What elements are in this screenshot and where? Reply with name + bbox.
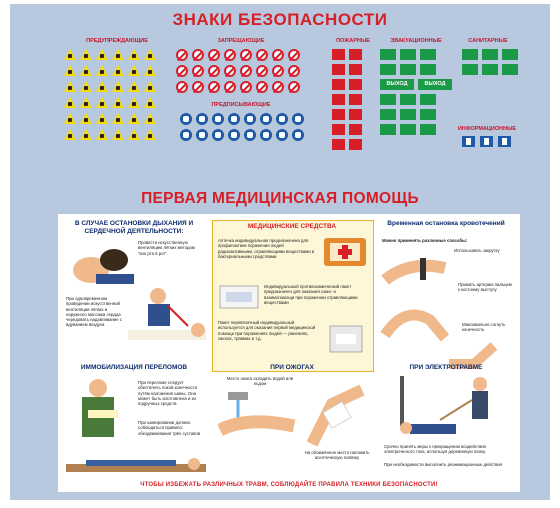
prohibition-icon bbox=[256, 81, 268, 93]
warning-triangle-icon bbox=[112, 97, 124, 108]
warning-triangle-icon bbox=[112, 113, 124, 124]
warning-signs-grid bbox=[64, 49, 158, 143]
warning-triangle-icon bbox=[96, 81, 108, 92]
first-aid-cross-icon bbox=[462, 49, 478, 60]
evacuation-sign-icon bbox=[380, 64, 396, 75]
prohibition-icon bbox=[208, 81, 220, 93]
first-aid-cross-icon bbox=[502, 49, 518, 60]
fractures-text-1: При переломе следует обеспечить покой конечности путём наложения шины. Она может быть изготовлена и из подручных средств. bbox=[138, 380, 198, 407]
evacuation-sign-icon bbox=[420, 94, 436, 105]
burns-title: ПРИ ОЖОГАХ bbox=[270, 364, 314, 371]
mandatory-icon bbox=[292, 113, 304, 125]
dressing-pack-illustration bbox=[326, 322, 366, 356]
mandatory-icon bbox=[292, 129, 304, 141]
medkit-item-3: Пакет перевязочный индивидуальный используется для оказания первой медицинской помощи при поражениях людей — ранениях, ожогах, травмах и т.д. bbox=[218, 320, 316, 341]
first-aid-cross-icon bbox=[502, 64, 518, 75]
exit-sign-right: ВЫХОД bbox=[418, 79, 452, 90]
prohibition-icon bbox=[240, 49, 252, 61]
prohibition-icon bbox=[192, 81, 204, 93]
prohibition-icon bbox=[224, 65, 236, 77]
prohibition-icon bbox=[208, 49, 220, 61]
prohibition-icon bbox=[176, 49, 188, 61]
evacuation-signs-grid-2 bbox=[380, 94, 438, 137]
warning-triangle-icon bbox=[64, 65, 76, 76]
prohibition-icon bbox=[240, 65, 252, 77]
first-aid-cross-icon bbox=[482, 64, 498, 75]
fractures-title: ИММОБИЛИЗАЦИЯ ПЕРЕЛОМОВ bbox=[80, 364, 188, 371]
prohibition-icon bbox=[272, 65, 284, 77]
electric-text-1: Срочно принять меры к прекращению воздействия электрического тока, используя деревянную палку. bbox=[384, 444, 486, 455]
warning-triangle-icon bbox=[144, 49, 156, 60]
mandatory-icon bbox=[180, 129, 192, 141]
electric-rescue-illustration bbox=[380, 376, 510, 440]
fire-sign-icon bbox=[349, 49, 362, 60]
warning-signs-label: ПРЕДУПРЕЖДАЮЩИЕ bbox=[86, 38, 148, 44]
prohibiting-signs-grid bbox=[176, 49, 302, 95]
warning-triangle-icon bbox=[144, 129, 156, 140]
warning-triangle-icon bbox=[96, 129, 108, 140]
evacuation-signs-grid bbox=[380, 49, 438, 77]
poster-title: ЗНАКИ БЕЗОПАСНОСТИ bbox=[172, 10, 388, 29]
arm-splint-illustration bbox=[68, 378, 130, 450]
sanitary-signs-grid bbox=[462, 49, 520, 77]
prohibition-icon bbox=[256, 49, 268, 61]
evacuation-sign-icon bbox=[380, 94, 396, 105]
info-sign-icon bbox=[462, 136, 475, 147]
fire-sign-icon bbox=[332, 64, 345, 75]
artery-pressure-illustration bbox=[380, 300, 450, 344]
warning-triangle-icon bbox=[80, 65, 92, 76]
evacuation-sign-icon bbox=[400, 94, 416, 105]
mandatory-signs-label: ПРЕДПИСЫВАЮЩИЕ bbox=[211, 102, 271, 108]
prohibition-icon bbox=[208, 65, 220, 77]
warning-triangle-icon bbox=[112, 49, 124, 60]
mandatory-icon bbox=[276, 113, 288, 125]
evacuation-sign-icon bbox=[420, 124, 436, 135]
mandatory-icon bbox=[244, 129, 256, 141]
warning-triangle-icon bbox=[64, 81, 76, 92]
warning-triangle-icon bbox=[96, 113, 108, 124]
prohibition-icon bbox=[288, 49, 300, 61]
mandatory-icon bbox=[260, 129, 272, 141]
fire-sign-icon bbox=[349, 94, 362, 105]
fire-signs-label: ПОЖАРНЫЕ bbox=[336, 38, 370, 44]
breathing-title: В СЛУЧАЕ ОСТАНОВКИ ДЫХАНИЯ И СЕРДЕЧНОЙ ДЕЯТЕЛЬНОСТИ: bbox=[74, 220, 194, 235]
evacuation-sign-icon bbox=[380, 109, 396, 120]
evacuation-sign-icon bbox=[420, 109, 436, 120]
fire-sign-icon bbox=[332, 109, 345, 120]
evacuation-sign-icon bbox=[400, 49, 416, 60]
warning-triangle-icon bbox=[112, 65, 124, 76]
fire-sign-icon bbox=[332, 94, 345, 105]
info-sign-icon bbox=[480, 136, 493, 147]
bleeding-text-4: Максимально согнуть конечность bbox=[462, 322, 506, 333]
warning-triangle-icon bbox=[128, 49, 140, 60]
warning-triangle-icon bbox=[64, 129, 76, 140]
warning-triangle-icon bbox=[96, 49, 108, 60]
first-aid-panel bbox=[58, 214, 520, 492]
fire-sign-icon bbox=[349, 124, 362, 135]
warning-triangle-icon bbox=[80, 81, 92, 92]
warning-triangle-icon bbox=[128, 97, 140, 108]
warning-triangle-icon bbox=[80, 49, 92, 60]
warning-triangle-icon bbox=[144, 113, 156, 124]
first-aid-cross-icon bbox=[462, 64, 478, 75]
mandatory-icon bbox=[228, 129, 240, 141]
bleeding-text-3: Прижать артерию пальцем к костному выступу bbox=[458, 282, 512, 293]
fire-signs-grid bbox=[332, 49, 364, 152]
first-aid-title: ПЕРВАЯ МЕДИЦИНСКАЯ ПОМОЩЬ bbox=[141, 190, 419, 207]
warning-triangle-icon bbox=[80, 113, 92, 124]
burns-text-2: На обожжённое место наложить асептическую повязку bbox=[304, 450, 370, 461]
safety-footer: ЧТОБЫ ИЗБЕЖАТЬ РАЗЛИЧНЫХ ТРАВМ, СОБЛЮДАЙТЕ ПРАВИЛА ТЕХНИКИ БЕЗОПАСНОСТИ! bbox=[140, 482, 438, 488]
info-signs-label: ИНФОРМАЦИОННЫЕ bbox=[457, 126, 517, 132]
mandatory-icon bbox=[196, 129, 208, 141]
warning-triangle-icon bbox=[128, 129, 140, 140]
prohibiting-signs-label: ЗАПРЕЩАЮЩИЕ bbox=[217, 38, 265, 44]
prohibition-icon bbox=[176, 81, 188, 93]
warning-triangle-icon bbox=[128, 113, 140, 124]
warning-triangle-icon bbox=[144, 65, 156, 76]
cooling-burn-illustration bbox=[218, 390, 296, 442]
evacuation-sign-icon bbox=[380, 49, 396, 60]
prohibition-icon bbox=[288, 65, 300, 77]
prohibition-icon bbox=[176, 65, 188, 77]
mandatory-icon bbox=[228, 113, 240, 125]
prohibition-icon bbox=[256, 65, 268, 77]
info-sign-icon bbox=[498, 136, 511, 147]
electric-text-2: При необходимости выполнить реанимационные действия bbox=[384, 462, 502, 467]
mandatory-icon bbox=[196, 113, 208, 125]
bleeding-text-1: Можно применять различные способы: bbox=[382, 238, 468, 243]
info-signs-grid bbox=[462, 136, 514, 149]
warning-triangle-icon bbox=[64, 113, 76, 124]
chemical-pack-illustration bbox=[218, 284, 260, 310]
warning-triangle-icon bbox=[144, 81, 156, 92]
medkit-case-illustration bbox=[322, 234, 368, 270]
fire-sign-icon bbox=[332, 79, 345, 90]
mandatory-icon bbox=[212, 113, 224, 125]
prohibition-icon bbox=[192, 65, 204, 77]
prohibition-icon bbox=[240, 81, 252, 93]
mandatory-icon bbox=[180, 113, 192, 125]
warning-triangle-icon bbox=[96, 97, 108, 108]
leg-splint-illustration bbox=[66, 456, 206, 478]
prohibition-icon bbox=[224, 81, 236, 93]
bleeding-title: Временная остановка кровотечений bbox=[387, 220, 505, 227]
rescue-breathing-illustration bbox=[66, 240, 136, 286]
prohibition-icon bbox=[192, 49, 204, 61]
evacuation-sign-icon bbox=[420, 64, 436, 75]
warning-triangle-icon bbox=[144, 97, 156, 108]
electric-title: ПРИ ЭЛЕКТРОТРАВМЕ bbox=[409, 364, 483, 371]
safety-poster bbox=[10, 4, 550, 500]
prohibition-icon bbox=[224, 49, 236, 61]
bleeding-text-2: Использовать закрутку bbox=[454, 248, 500, 253]
burns-text-1: Место ожога охладить водой или льдом bbox=[226, 376, 294, 387]
fire-sign-icon bbox=[332, 124, 345, 135]
mandatory-icon bbox=[244, 113, 256, 125]
bandaged-arm-illustration bbox=[302, 384, 372, 448]
fire-sign-icon bbox=[349, 139, 362, 150]
mandatory-icon bbox=[276, 129, 288, 141]
prohibition-icon bbox=[288, 81, 300, 93]
mandatory-signs-grid bbox=[180, 113, 306, 143]
fire-sign-icon bbox=[332, 139, 345, 150]
warning-triangle-icon bbox=[64, 49, 76, 60]
warning-triangle-icon bbox=[128, 81, 140, 92]
warning-triangle-icon bbox=[112, 129, 124, 140]
evacuation-sign-icon bbox=[400, 109, 416, 120]
evacuation-sign-icon bbox=[380, 124, 396, 135]
evacuation-sign-icon bbox=[400, 124, 416, 135]
fire-sign-icon bbox=[349, 109, 362, 120]
prohibition-icon bbox=[272, 81, 284, 93]
warning-triangle-icon bbox=[64, 97, 76, 108]
first-aid-cross-icon bbox=[482, 49, 498, 60]
mandatory-icon bbox=[212, 129, 224, 141]
mandatory-icon bbox=[260, 113, 272, 125]
evacuation-sign-icon bbox=[400, 64, 416, 75]
warning-triangle-icon bbox=[128, 65, 140, 76]
medkit-title: МЕДИЦИНСКИЕ СРЕДСТВА bbox=[247, 223, 337, 230]
fire-sign-icon bbox=[349, 79, 362, 90]
medkit-item-2: Индивидуальный противохимический пакет предназначен для оказания само- и взаимопомощи при поражении отравляющими веществами bbox=[264, 284, 358, 305]
evacuation-signs-label: ЭВАКУАЦИОННЫЕ bbox=[390, 38, 442, 44]
sanitary-signs-label: САНИТАРНЫЕ bbox=[468, 38, 508, 44]
evacuation-sign-icon bbox=[420, 49, 436, 60]
breathing-text-1: Провести искусственную вентиляцию лёгких методом "изо рта в рот". bbox=[138, 240, 195, 256]
chest-compression-illustration bbox=[128, 286, 208, 344]
breathing-text-2: При одновременном проведении искусственной вентиляции лёгких и наружного массажа сердца чередовать надавливание с вдуванием воздуха bbox=[66, 296, 123, 328]
medkit-item-1: Аптечка индивидуальная предназначена для профилактики поражения людей радиоактивными, отравляющими веществами и бактериальными средствами bbox=[218, 238, 315, 259]
warning-triangle-icon bbox=[112, 81, 124, 92]
exit-sign-left: ВЫХОД bbox=[380, 79, 414, 90]
warning-triangle-icon bbox=[80, 97, 92, 108]
fractures-text-2: При шинировании должно соблюдаться правило: обездвиживания трёх суставов bbox=[138, 420, 201, 436]
warning-triangle-icon bbox=[80, 129, 92, 140]
prohibition-icon bbox=[272, 49, 284, 61]
tourniquet-illustration bbox=[380, 250, 450, 300]
fire-sign-icon bbox=[332, 49, 345, 60]
warning-triangle-icon bbox=[96, 65, 108, 76]
fire-sign-icon bbox=[349, 64, 362, 75]
